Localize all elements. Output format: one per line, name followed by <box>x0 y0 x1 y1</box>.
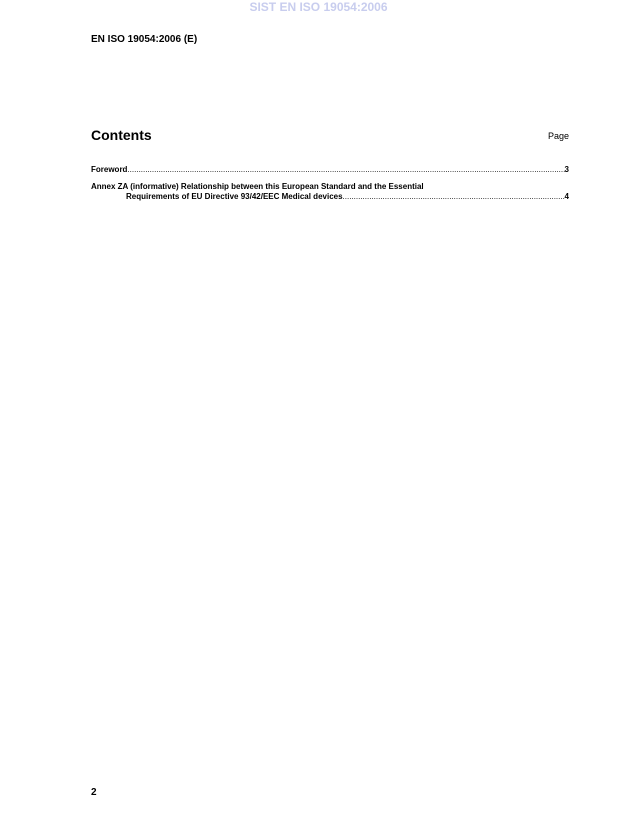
watermark: SIST EN ISO 19054:2006 <box>249 0 388 14</box>
toc-entry-title-line1: Annex ZA (informative) Relationship between this European Standard and the Essential <box>91 182 424 191</box>
toc-entry-annex-za[interactable] <box>91 182 569 202</box>
toc-dot-leader <box>343 192 565 202</box>
toc-entry-foreword[interactable] <box>91 165 569 175</box>
page-number: 2 <box>91 787 97 798</box>
toc-entry-page: 4 <box>564 192 569 201</box>
toc-entry-page: 3 <box>564 165 569 174</box>
document-identifier: EN ISO 19054:2006 (E) <box>91 34 198 45</box>
toc-entry-title-line2: Requirements of EU Directive 93/42/EEC Medical devices <box>126 192 343 201</box>
toc-entry-title-line2-row <box>91 192 569 202</box>
toc-dot-leader <box>127 165 564 175</box>
contents-title: Contents <box>91 127 152 143</box>
page-column-label: Page <box>547 131 569 141</box>
table-of-contents <box>91 165 569 202</box>
toc-entry-title: Foreword <box>91 165 128 174</box>
